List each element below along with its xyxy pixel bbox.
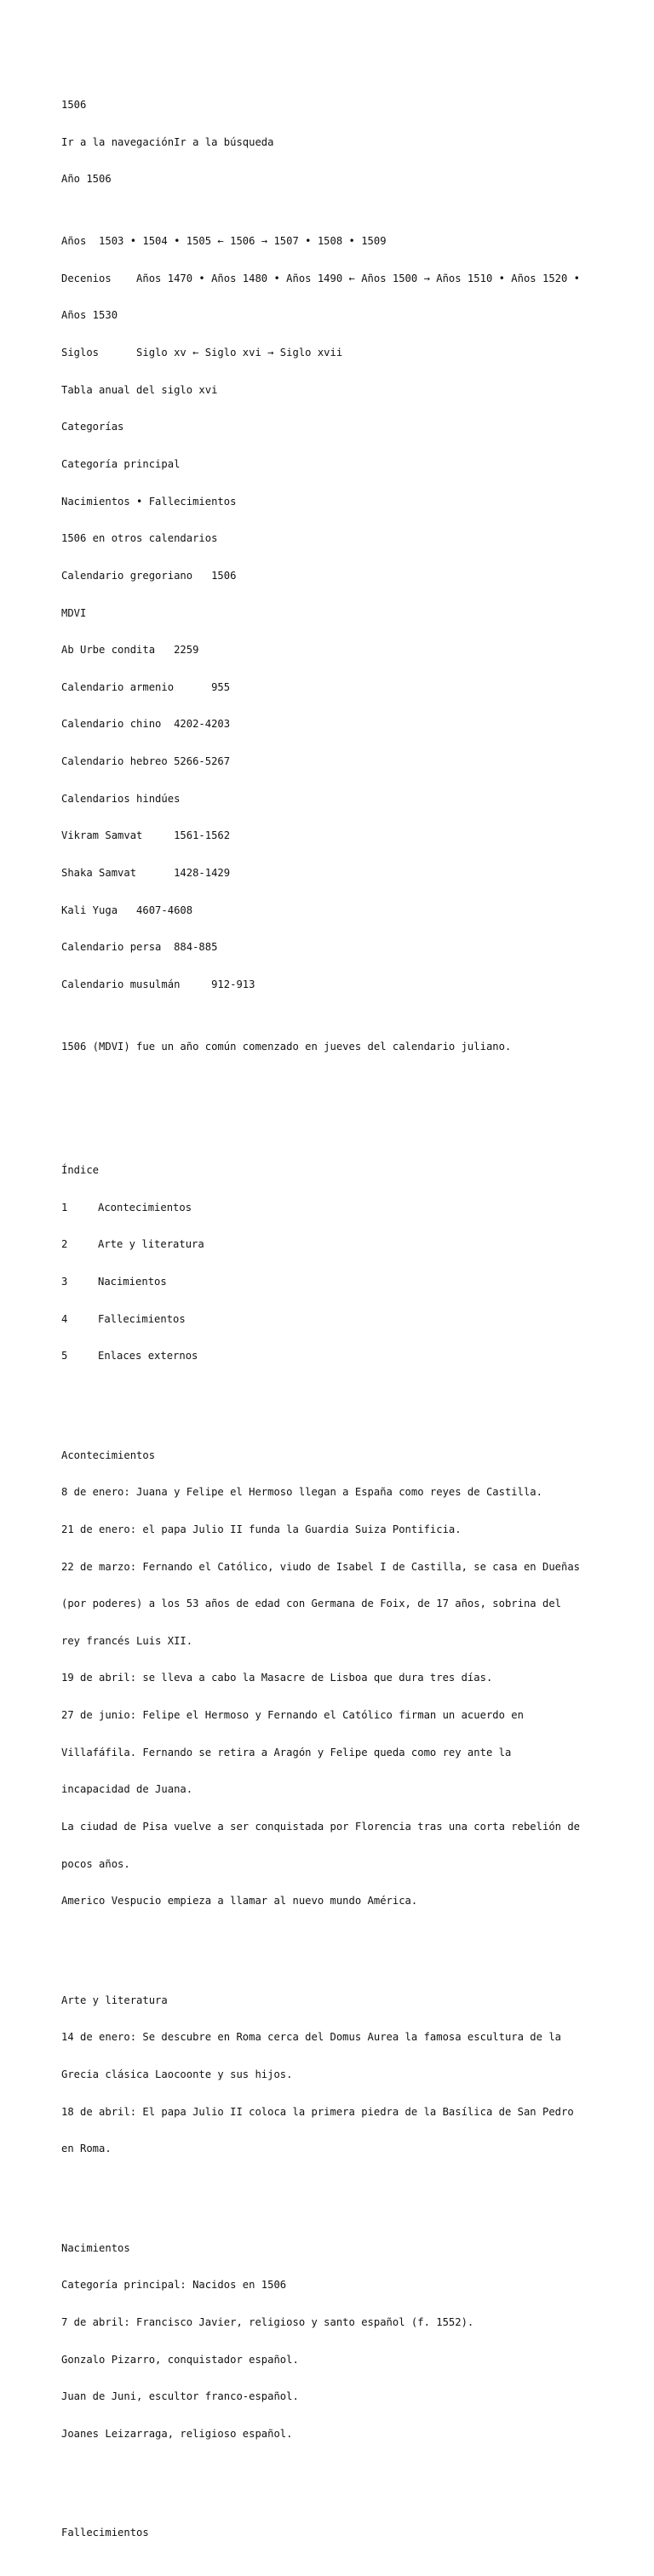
infobox-row: MDVI — [61, 606, 87, 619]
infobox-row: Categorías — [61, 421, 124, 433]
event-line: Joanes Leizarraga, religioso español. — [61, 2427, 293, 2440]
toc-label: Acontecimientos — [98, 1201, 192, 1213]
skip-to-navigation-link[interactable]: Ir a la navegación — [61, 135, 175, 148]
infobox-row: Categoría principal — [61, 457, 181, 470]
infobox-row: Calendario musulmán 912-913 — [61, 978, 255, 990]
section-spacer — [61, 1077, 606, 1102]
infobox-row: Tabla anual del siglo xvi — [61, 383, 218, 396]
section-heading: Arte y literatura — [61, 1994, 168, 2006]
section-heading: Fallecimientos — [61, 2527, 149, 2539]
infobox-row: Decenios Años 1470 • Años 1480 • Años 1490 ← Años 1500 → Años 1510 • Años 1520 • — [61, 272, 581, 284]
table-of-contents — [61, 1139, 606, 1387]
event-line: 7 de abril: Francisco Javier, religioso y santo español (f. 1552). — [61, 2315, 474, 2328]
event-line: (por poderes) a los 53 años de edad con Germana de Foix, de 17 años, sobrina del — [61, 1598, 561, 1610]
event-line: Americo Vespucio empieza a llamar al nuevo mundo América. — [61, 1895, 418, 1908]
toc-heading: Índice — [61, 1164, 100, 1177]
toc-item[interactable] — [61, 1202, 606, 1214]
infobox-row: Calendario chino 4202-4203 — [61, 718, 231, 731]
toc-label: Enlaces externos — [98, 1350, 198, 1363]
event-line: 21 de enero: el papa Julio II funda la Guardia Suiza Pontificia. — [61, 1523, 462, 1535]
toc-label: Nacimientos — [98, 1275, 167, 1288]
event-line: Gonzalo Pizarro, conquistador español. — [61, 2353, 299, 2366]
event-line: 8 de enero: Juana y Felipe el Hermoso llegan a España como reyes de Castilla. — [61, 1486, 542, 1499]
event-line: incapacidad de Juana. — [61, 1783, 193, 1796]
infobox-row: Calendario gregoriano 1506 — [61, 569, 237, 582]
infobox-row: 1506 en otros calendarios — [61, 532, 218, 545]
infobox-row: Calendarios hindúes — [61, 792, 181, 805]
event-line: 14 de enero: Se descubre en Roma cerca del Domus Aurea la famosa escultura de la — [61, 2031, 561, 2044]
section-heading: Nacimientos — [61, 2241, 130, 2254]
toc-number: 2 — [61, 1238, 68, 1251]
article-text — [61, 74, 606, 2576]
toc-item[interactable] — [61, 1313, 606, 1326]
infobox-row: Calendario armenio 955 — [61, 680, 231, 693]
skip-links — [61, 136, 606, 149]
toc-number: 5 — [61, 1350, 68, 1363]
section-fallecimientos — [61, 2502, 606, 2564]
event-line: 27 de junio: Felipe el Hermoso y Fernando el Católico firman un acuerdo en — [61, 1709, 524, 1722]
infobox-row: Shaka Samvat 1428-1429 — [61, 867, 231, 879]
section-arte-y-literatura — [61, 1970, 606, 2180]
toc-item[interactable] — [61, 1350, 606, 1363]
event-line: Grecia clásica Laocoonte y sus hijos. — [61, 2068, 293, 2080]
infobox-row: Siglos Siglo xv ← Siglo xvi → Siglo xvii — [61, 347, 343, 359]
toc-number: 1 — [61, 1201, 68, 1213]
event-line: Villafáfila. Fernando se retira a Aragón y Felipe queda como rey ante la — [61, 1746, 512, 1758]
event-line: 22 de marzo: Fernando el Católico, viudo de Isabel I de Castilla, se casa en Dueñas — [61, 1560, 581, 1573]
infobox-row: Nacimientos • Fallecimientos — [61, 495, 237, 508]
toc-item[interactable] — [61, 1238, 606, 1251]
event-line: La ciudad de Pisa vuelve a ser conquistada por Florencia tras una corta rebelión de — [61, 1821, 581, 1833]
event-line: pocos años. — [61, 1857, 130, 1870]
infobox-row: Años 1530 — [61, 309, 118, 322]
intro-paragraph: 1506 (MDVI) fue un año común comenzado en jueves del calendario juliano. — [61, 1040, 512, 1053]
infobox-heading: Año 1506 — [61, 173, 112, 186]
toc-label: Arte y literatura — [98, 1238, 204, 1251]
infobox-row: Vikram Samvat 1561-1562 — [61, 829, 231, 842]
event-line: 18 de abril: El papa Julio II coloca la primera piedra de la Basílica de San Pedro — [61, 2105, 574, 2118]
event-line: en Roma. — [61, 2143, 112, 2155]
infobox-row: Calendario hebreo 5266-5267 — [61, 755, 231, 768]
event-line: Juan de Juni, escultor franco-español. — [61, 2390, 299, 2403]
event-line: Categoría principal: Nacidos en 1506 — [61, 2279, 287, 2292]
toc-number: 4 — [61, 1312, 68, 1325]
infobox-row: Calendario persa 884-885 — [61, 941, 218, 954]
infobox-row: Ab Urbe condita 2259 — [61, 644, 199, 657]
toc-number: 3 — [61, 1275, 68, 1288]
section-acontecimientos — [61, 1425, 606, 1932]
infobox-row: Kali Yuga 4607-4608 — [61, 904, 193, 916]
infobox-row: Años 1503 • 1504 • 1505 ← 1506 → 1507 • 1508 • 1509 — [61, 235, 387, 248]
infobox — [61, 210, 606, 1016]
page-title: 1506 — [61, 99, 87, 112]
section-heading: Acontecimientos — [61, 1449, 156, 1461]
section-nacimientos — [61, 2217, 606, 2465]
event-line: 19 de abril: se lleva a cabo la Masacre de Lisboa que dura tres días. — [61, 1672, 493, 1684]
skip-to-search-link[interactable]: Ir a la búsqueda — [174, 135, 274, 148]
toc-label: Fallecimientos — [98, 1312, 186, 1325]
event-line: rey francés Luis XII. — [61, 1634, 193, 1647]
toc-item[interactable] — [61, 1276, 606, 1288]
